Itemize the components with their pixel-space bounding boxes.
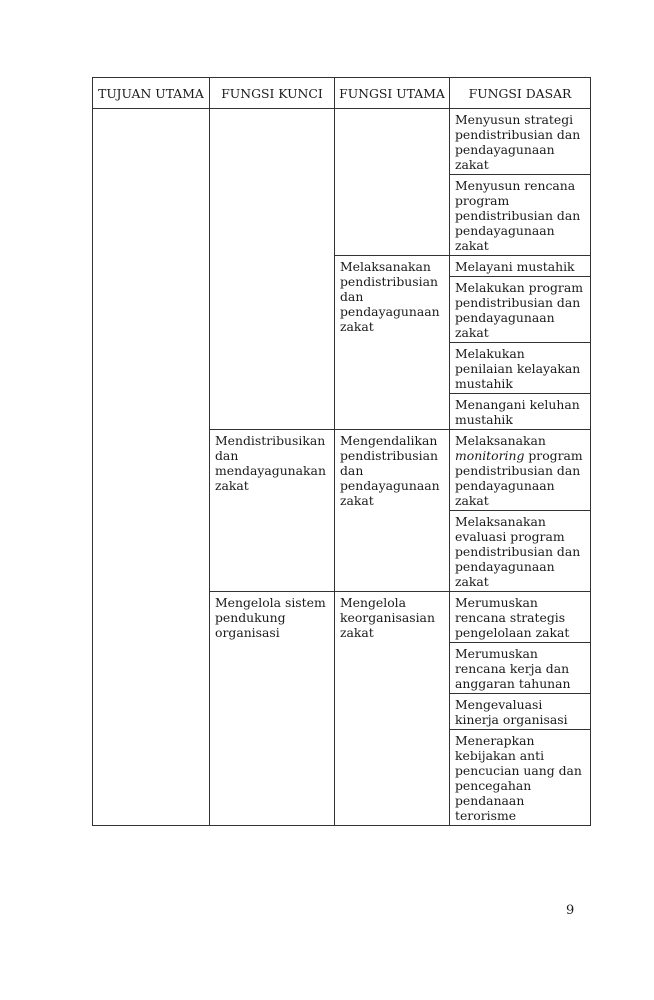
tujuan-utama-cell [93, 109, 210, 826]
fungsi-dasar-cell: Merumuskan rencana strategis pengelolaan zakat [450, 592, 591, 643]
fungsi-utama-cell: Mengendalikan pendistribusian dan pendayagunaan zakat [335, 430, 450, 592]
fungsi-dasar-cell: Merumuskan rencana kerja dan anggaran tahunan [450, 643, 591, 694]
dasar-text-italic: monitoring [455, 448, 525, 463]
header-tujuan-utama: TUJUAN UTAMA [93, 78, 210, 109]
table-row [93, 109, 591, 175]
page-number: 9 [566, 903, 575, 918]
fungsi-dasar-cell: Menyusun rencana program pendistribusian dan pendayagunaan zakat [450, 175, 591, 256]
fungsi-utama-cell: Melaksanakan pendistribusian dan pendayagunaan zakat [335, 256, 450, 430]
fungsi-dasar-cell [450, 430, 591, 511]
header-fungsi-kunci: FUNGSI KUNCI [210, 78, 335, 109]
function-table [92, 77, 591, 826]
header-fungsi-dasar: FUNGSI DASAR [450, 78, 591, 109]
fungsi-dasar-cell: Melaksanakan evaluasi program pendistribusian dan pendayagunaan zakat [450, 511, 591, 592]
fungsi-kunci-cell: Mendistribusikan dan mendayagunakan zakat [210, 430, 335, 592]
fungsi-dasar-cell: Melayani mustahik [450, 256, 591, 277]
fungsi-dasar-cell: Menangani keluhan mustahik [450, 394, 591, 430]
header-fungsi-utama: FUNGSI UTAMA [335, 78, 450, 109]
fungsi-dasar-cell: Menyusun strategi pendistribusian dan pendayagunaan zakat [450, 109, 591, 175]
fungsi-dasar-cell: Menerapkan kebijakan anti pencucian uang dan pencegahan pendanaan terorisme [450, 730, 591, 826]
fungsi-kunci-cell [210, 109, 335, 430]
fungsi-dasar-cell: Mengevaluasi kinerja organisasi [450, 694, 591, 730]
fungsi-kunci-cell: Mengelola sistem pendukung organisasi [210, 592, 335, 826]
table-header-row [93, 78, 591, 109]
fungsi-utama-cell [335, 109, 450, 256]
dasar-text-before: Melaksanakan [455, 433, 546, 448]
dasar-text-after: program pendistribusian dan pendayagunaan zakat [455, 448, 583, 508]
fungsi-dasar-cell: Melakukan penilaian kelayakan mustahik [450, 343, 591, 394]
fungsi-dasar-cell: Melakukan program pendistribusian dan pendayagunaan zakat [450, 277, 591, 343]
fungsi-utama-cell: Mengelola keorganisasian zakat [335, 592, 450, 826]
